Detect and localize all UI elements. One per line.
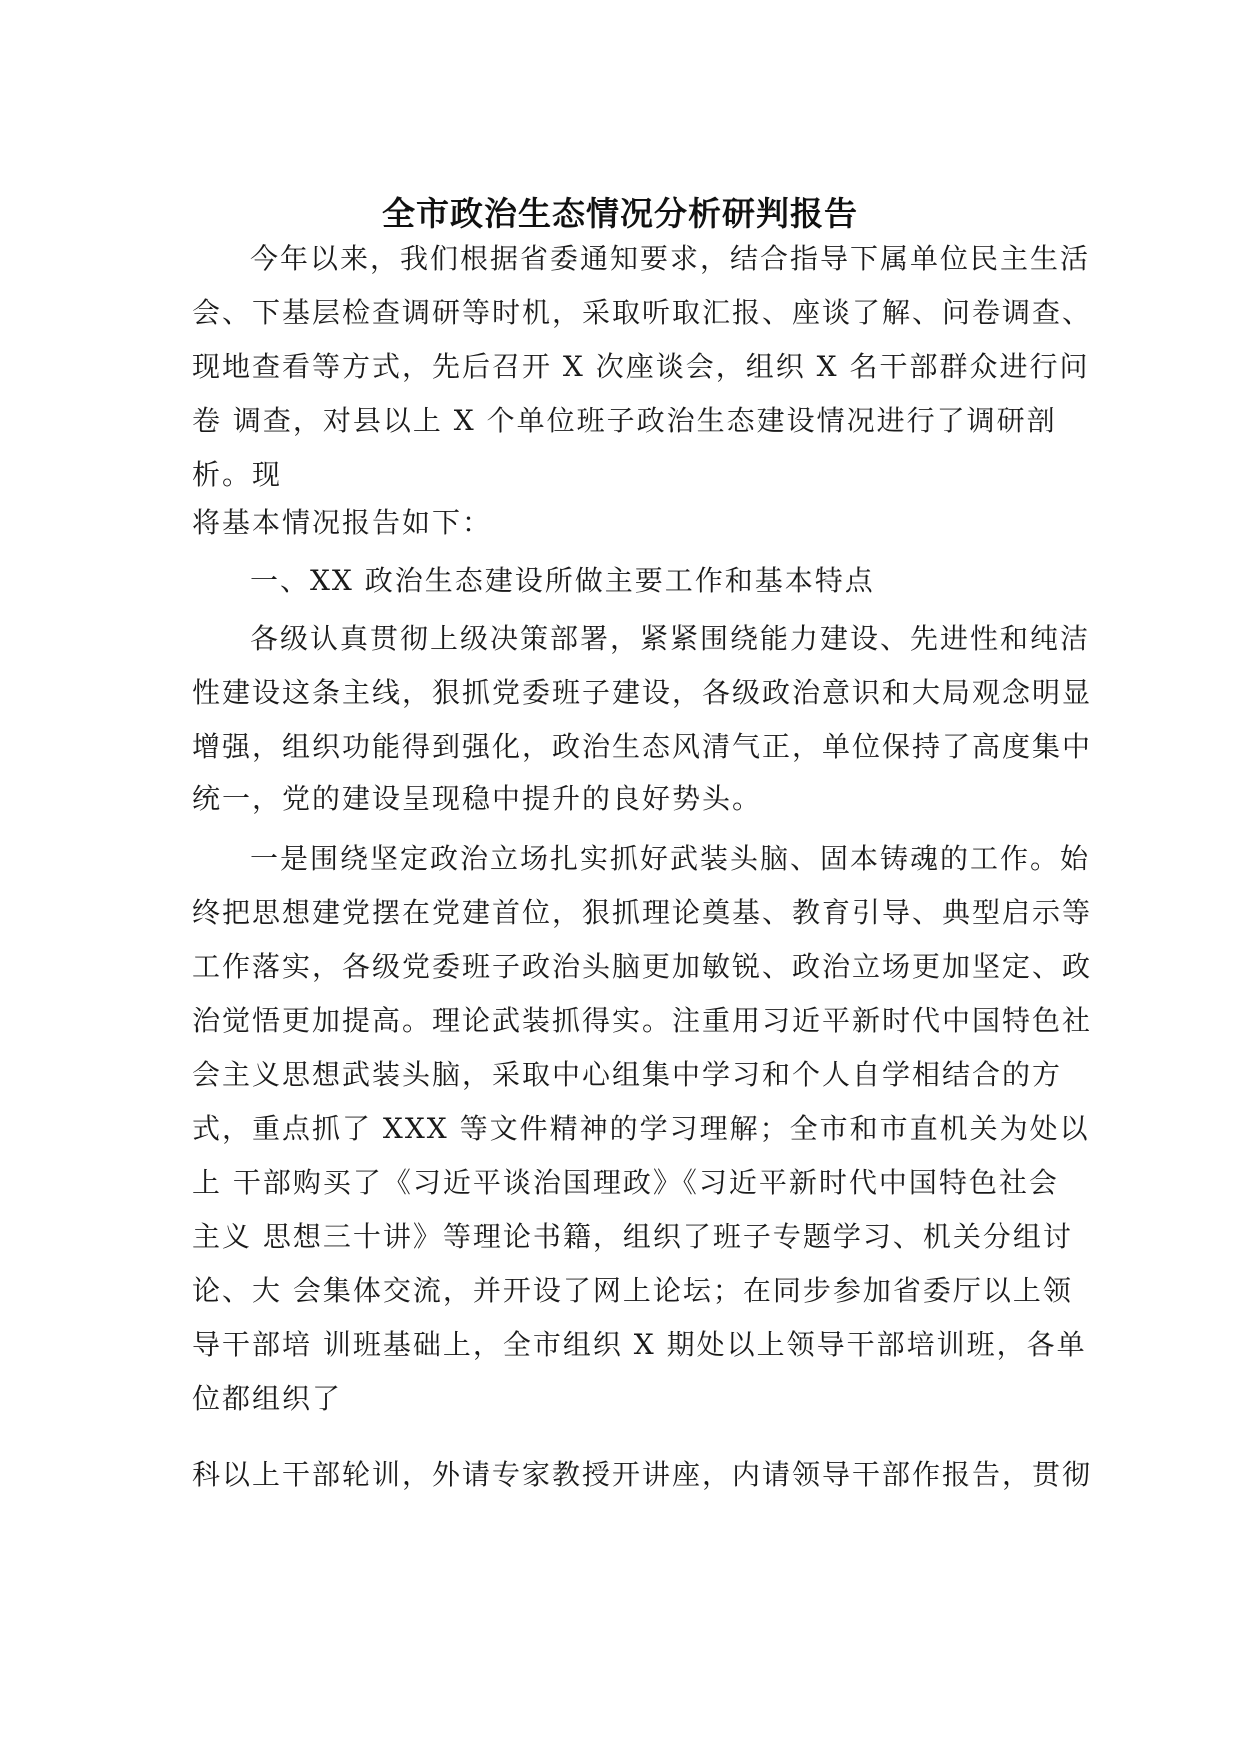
text-line: 导干部培 训班基础上，全市组织 X 期处以上领导干部培训班，各单 bbox=[192, 1328, 1087, 1361]
text-line: 位都组织了 bbox=[192, 1382, 343, 1415]
paragraph-3-continued bbox=[192, 1448, 1093, 1502]
paragraph-2 bbox=[192, 612, 1093, 774]
paragraph-2-continued bbox=[192, 772, 1058, 826]
paragraph-3 bbox=[192, 832, 1093, 1426]
text-line: 科以上干部轮训，外请专家教授开讲座，内请领导干部作报告，贯彻 bbox=[192, 1458, 1093, 1491]
text-line: 统一，党的建设呈现稳中提升的良好势头。 bbox=[192, 782, 763, 815]
text-line: 将基本情况报告如下： bbox=[192, 506, 493, 539]
document-title: 全市政治生态情况分析研判报告 bbox=[382, 194, 858, 233]
text-line: 一、XX 政治生态建设所做主要工作和基本特点 bbox=[250, 564, 875, 597]
text-line: 论、大 会集体交流，并开设了网上论坛；在同步参加省委厅以上领 bbox=[192, 1274, 1073, 1307]
text-line: 现地查看等方式，先后召开 X 次座谈会，组织 X 名干部群众进行问 bbox=[192, 350, 1090, 383]
paragraph-intro-continued bbox=[192, 496, 1058, 550]
text-line: 会、下基层检查调研等时机，采取听取汇报、座谈了解、问卷调查、 bbox=[192, 296, 1093, 329]
text-line: 析。现 bbox=[192, 458, 283, 491]
text-line: 今年以来，我们根据省委通知要求，结合指导下属单位民主生活 bbox=[250, 242, 1091, 275]
text-line: 上 干部购买了《习近平谈治国理政》《习近平新时代中国特色社会 bbox=[192, 1166, 1059, 1199]
paragraph-intro bbox=[192, 232, 1093, 502]
text-line: 工作落实，各级党委班子政治头脑更加敏锐、政治立场更加坚定、政 bbox=[192, 950, 1093, 983]
text-line: 式，重点抓了 XXX 等文件精神的学习理解；全市和市直机关为处以 bbox=[192, 1112, 1090, 1145]
text-line: 治觉悟更加提高。理论武装抓得实。注重用习近平新时代中国特色社 bbox=[192, 1004, 1093, 1037]
text-line: 卷 调查，对县以上 X 个单位班子政治生态建设情况进行了调研剖 bbox=[192, 404, 1057, 437]
text-line: 性建设这条主线，狠抓党委班子建设，各级政治意识和大局观念明显 bbox=[192, 676, 1093, 709]
text-line: 各级认真贯彻上级决策部署，紧紧围绕能力建设、先进性和纯洁 bbox=[250, 622, 1091, 655]
text-line: 终把思想建党摆在党建首位，狠抓理论奠基、教育引导、典型启示等 bbox=[192, 896, 1093, 929]
text-line: 主义 思想三十讲》等理论书籍，组织了班子专题学习、机关分组讨 bbox=[192, 1220, 1073, 1253]
text-line: 一是围绕坚定政治立场扎实抓好武装头脑、固本铸魂的工作。始 bbox=[250, 842, 1091, 875]
text-line: 增强，组织功能得到强化，政治生态风清气正，单位保持了高度集中 bbox=[192, 730, 1093, 763]
text-line: 会主义思想武装头脑，采取中心组集中学习和个人自学相结合的方 bbox=[192, 1058, 1063, 1091]
section-heading-1 bbox=[192, 554, 1058, 608]
